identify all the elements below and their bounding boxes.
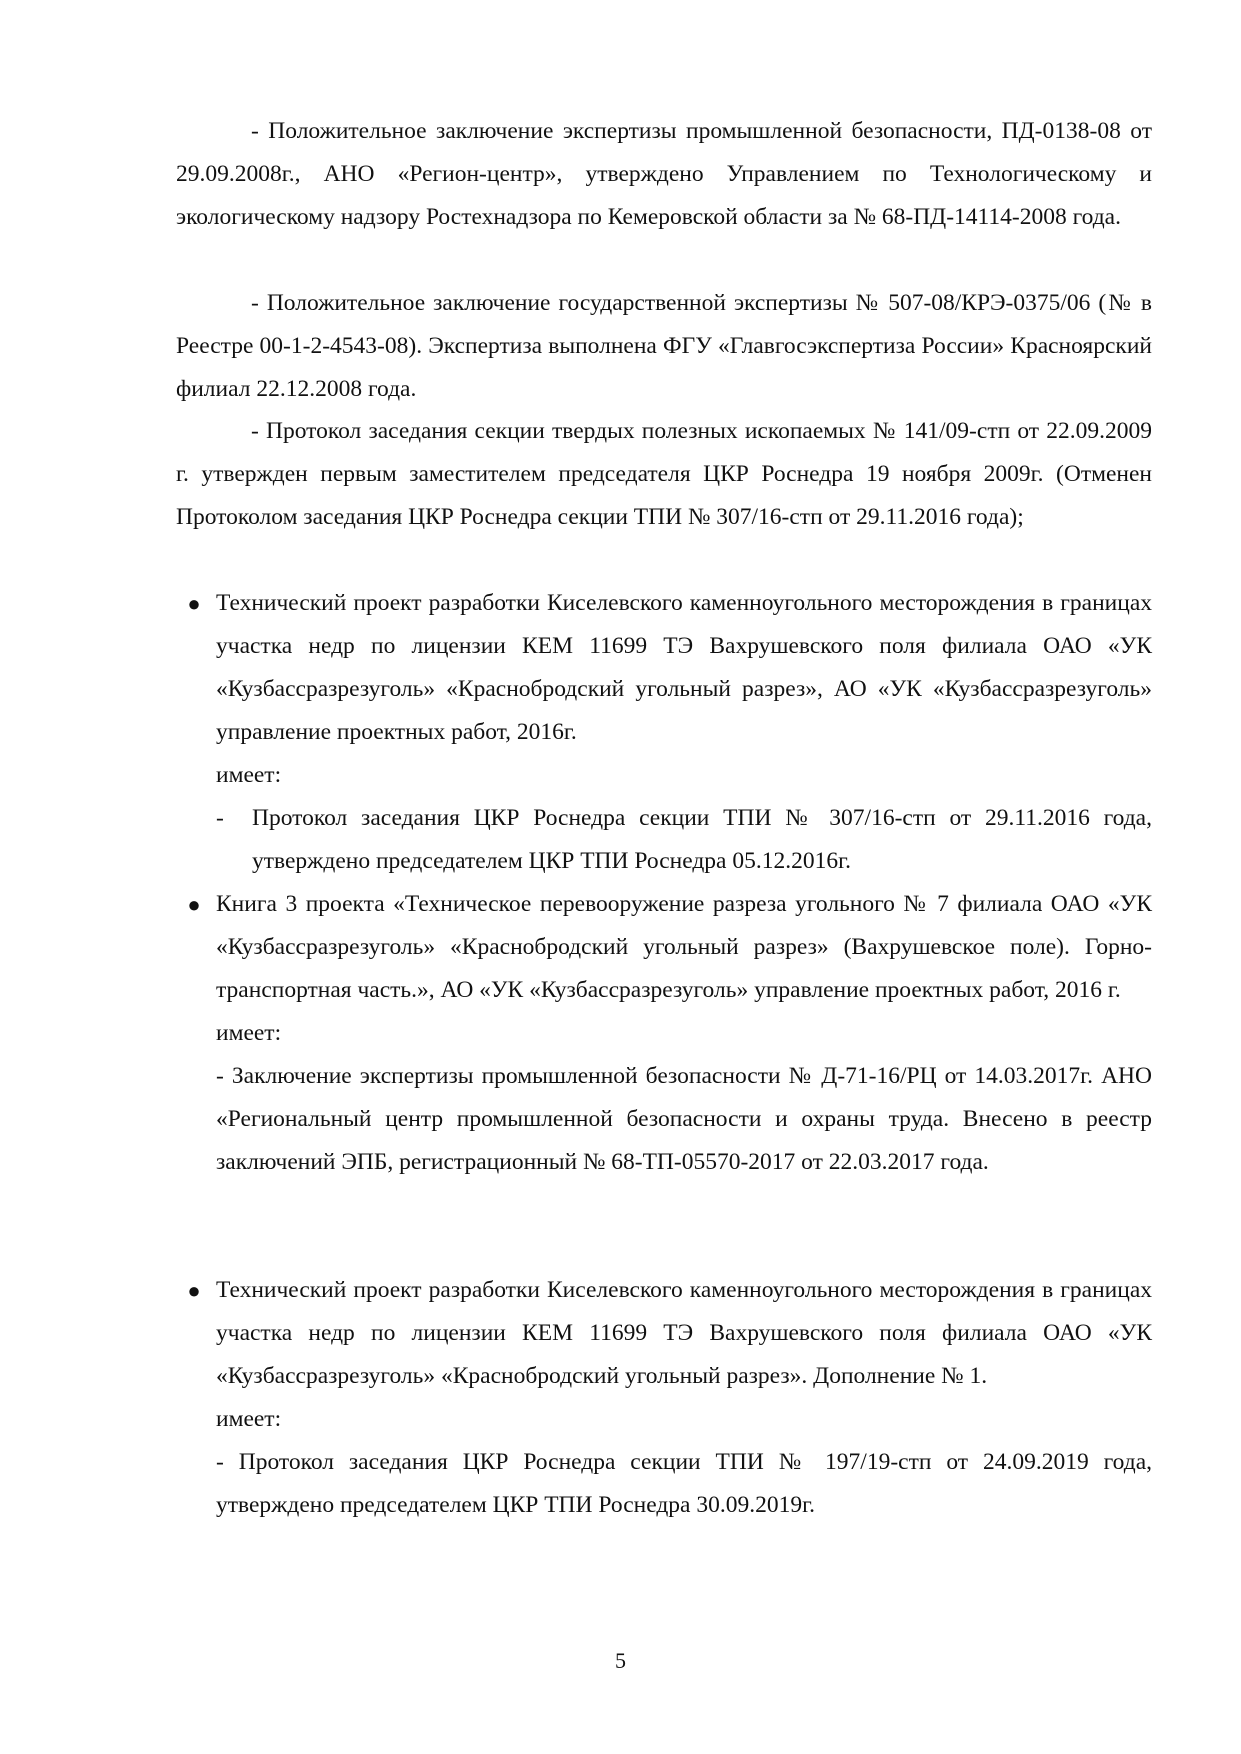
sub-item-text: Протокол заседания ЦКР Роснедра секции ТПИ № 307/16-стп от 29.11.2016 года, утверждено председателем ЦКР ТПИ Роснедра 05.12.2016г. [252, 805, 1152, 874]
bullet-item-addendum-1 [187, 1269, 1152, 1527]
has-label: имеет: [216, 1020, 282, 1046]
has-label: имеет: [216, 1406, 282, 1432]
paragraph-protocol-stp: - Протокол заседания секции твердых полезных ископаемых № 141/09-стп от 22.09.2009 г. утвержден первым заместителем председателя ЦКР Роснедра 19 ноября 2009г. (Отменен Протоколом заседания ЦКР Роснедра секции ТПИ № 307/16-стп от 29.11.2016 года); [176, 418, 1152, 530]
bullet-icon: ● [187, 892, 201, 917]
bullet-item-book-3 [187, 883, 1152, 1184]
page-number: 5 [615, 1648, 626, 1673]
bullet-icon: ● [187, 1278, 201, 1303]
bullet-text: Технический проект разработки Киселевского каменноугольного месторождения в границах участка недр по лицензии КЕМ 11699 ТЭ Вахрушевского поля филиала ОАО «УК «Кузбассразрезуголь» «Краснобродский угольный разрез». Дополнение № 1. [216, 1277, 1152, 1389]
sub-item-text: - Протокол заседания ЦКР Роснедра секции ТПИ № 197/19-стп от 24.09.2019 года, утверждено председателем ЦКР ТПИ Роснедра 30.09.2019г. [216, 1449, 1152, 1518]
paragraph-state-expertise: - Положительное заключение государственной экспертизы № 507-08/КРЭ-0375/06 (№ в Реестре 00-1-2-4543-08). Экспертиза выполнена ФГУ «Главгосэкспертиза России» Красноярский филиал 22.12.2008 года. [176, 290, 1152, 402]
has-label: имеет: [216, 762, 282, 788]
bullet-item-tech-project [187, 582, 1152, 883]
dash-marker: - [216, 805, 224, 831]
sub-item [216, 797, 1152, 883]
paragraph-expertise-pd: - Положительное заключение экспертизы промышленной безопасности, ПД-0138-08 от 29.09.2008г., АНО «Регион-центр», утверждено Управлением по Технологическому и экологическому надзору Ростехнадзора по Кемеровской области за № 68-ПД-14114-2008 года. [176, 118, 1152, 230]
bullet-text: Книга 3 проекта «Техническое перевооружение разреза угольного № 7 филиала ОАО «УК «Кузбассразрезуголь» «Краснобродский угольный разрез» (Вахрушевское поле). Горно-транспортная часть.», АО «УК «Кузбассразрезуголь» управление проектных работ, 2016 г. [216, 891, 1152, 1003]
bullet-icon: ● [187, 591, 201, 616]
bullet-text: Технический проект разработки Киселевского каменноугольного месторождения в границах участка недр по лицензии КЕМ 11699 ТЭ Вахрушевского поля филиала ОАО «УК «Кузбассразрезуголь» «Краснобродский угольный разрез», АО «УК «Кузбассразрезуголь» управление проектных работ, 2016г. [216, 590, 1152, 745]
sub-item-text: - Заключение экспертизы промышленной безопасности № Д-71-16/РЦ от 14.03.2017г. АНО «Региональный центр промышленной безопасности и охраны труда. Внесено в реестр заключений ЭПБ, регистрационный № 68-ТП-05570-2017 от 22.03.2017 года. [216, 1063, 1152, 1175]
